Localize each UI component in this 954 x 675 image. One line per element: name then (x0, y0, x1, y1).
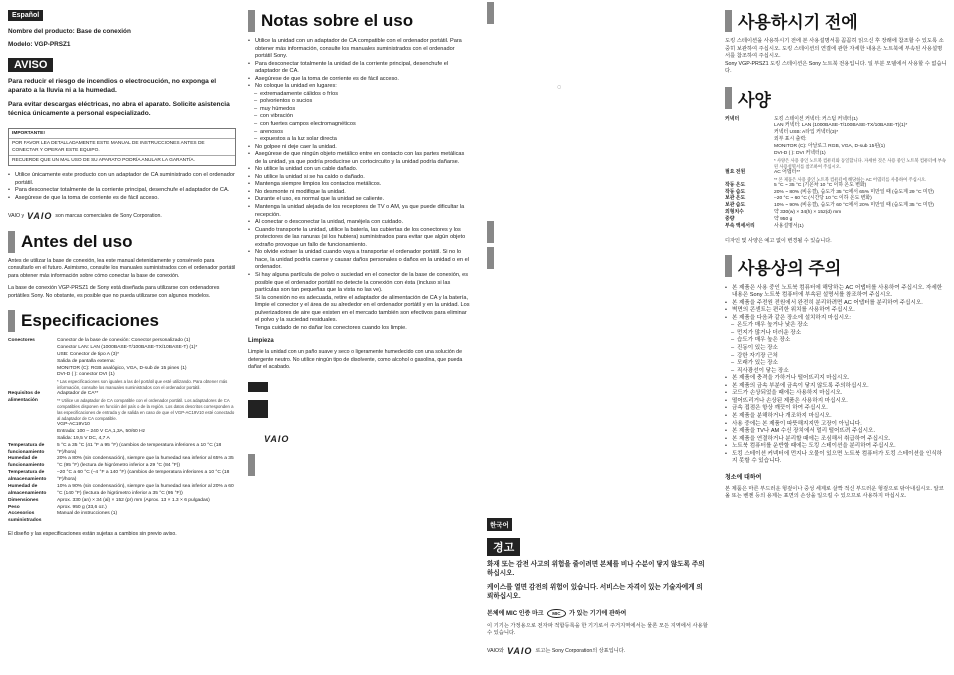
list-item: • Para desconectar totalmente la unidad de la corriente principal, desenchufe el adaptador de CA. (248, 61, 470, 76)
mic-heading (487, 608, 709, 618)
spec-key: 부속 액세서리 (725, 223, 755, 229)
spec-key: Temperatura de almacenamiento (8, 470, 47, 483)
heading-text: 사용하시기 전에 (738, 13, 858, 32)
black-block (248, 400, 268, 418)
list-item: • 본 제품의 금속 부분에 금속이 닿지 않도록 주의하십시오. (725, 383, 947, 391)
spec-value: –20 °C a 60 °C (–4 °F a 140 °F) (cambios de temperatura inferiores a 10 °C (18 °F)/hora) (57, 470, 230, 483)
warning-korean-2: 케이스를 열면 감전의 위험이 있습니다. 서비스는 자격이 있는 기술자에게 의뢰하십시오. (487, 583, 703, 600)
spec-value: 도킹 스테이션 커넥터: 커스텀 커넥터(1) LAN 커넥터: LAN (1000BASE-T/100BASE-TX/10BASE-T)(1)* 커넥터 USB: A타입 커넥터(3)* 외부 표시 출력: MONITOR (C): 아날로그 RGB, VGA, D-sub 15핀(1) DVI-D ( ): DVI 커넥터(1) * 사양은 사용 중인 노트북 컴퓨터와 동일합니다. 자세한 것은 사용 중인 노트북 컴퓨터에 부속된 사용설명서를 참조하여 주십시오. (774, 116, 946, 169)
spec-note: * 사양은 사용 중인 노트북 컴퓨터와 동일합니다. 자세한 것은 사용 중인 노트북 컴퓨터에 부속된 사용설명서를 참조하여 주십시오. (774, 157, 946, 169)
list-item: • Asegúrese de que la toma de corriente es de fácil acceso. (248, 76, 470, 84)
spec-value: VGP-AC19V10 Entrada: 100 – 240 V CA,1,3A, 50/60 Hz Salida: 19,5 V DC, 4,7 A (57, 422, 146, 441)
list-item: • Al conectar o desconectar la unidad, manéjela con cuidado. (248, 219, 470, 227)
spec-value: 10% ~ 90% (비응결), 습도가 60 °C에서 20% 미만일 때 (습도계 35 °C 미만) (774, 203, 934, 209)
list-item: – expuestos a la luz solar directa (248, 136, 470, 144)
spec-table-korean (725, 117, 947, 231)
spec-value: AC 어댑터** ** 본 제품은 사용 중인 노트북 컴퓨터에 해당하는 AC 어댑터를 사용하여 주십시오. (774, 170, 947, 183)
heading-notes-korean (725, 254, 947, 279)
spec-key: Temperatura de funcionamiento (8, 442, 45, 455)
language-tag-spanish: Español (8, 10, 43, 21)
before-use-paragraph: La base de conexión VGP-PRSZ1 de Sony está diseñada para utilizarse con ordenadores portátiles Sony. No obstante, es posible que no pueda utilizarse con algunos modelos. (8, 285, 220, 299)
warning-korean-1: 화재 또는 감전 사고의 위험을 줄이려면 본체를 비나 수분이 닿지 않도록 주의하십시오. (487, 561, 705, 577)
black-block (248, 382, 268, 392)
spec-key: Humedad de almacenamiento (8, 483, 47, 496)
list-item: • 본 제품을 분해하거나 개조하지 마십시오. (725, 413, 947, 421)
list-item: • Mantenga la unidad alejada de los receptores de TV o AM, ya que puede dificultar la recepción. (248, 204, 470, 219)
spec-note: * Las especificaciones son iguales a las del portátil que esté utilizando. Para obtener más información, consulte los manuales suministrados con el ordenador portátil. (57, 379, 228, 391)
product-name: Nombre del producto: Base de conexión (8, 28, 131, 35)
list-item: • Cuando transporte la unidad, utilice la batería, las cubiertas de los conectores y los protectores de las ranuras (si los hubiera) suministrados para evitar que algún objeto extraño provoque un fallo de funcionamiento. (248, 227, 470, 250)
list-item: • Asegúrese de que ningún objeto metálico entre en contacto con las partes metálicas de la unidad, ya que podría producirse un cortocircuito y la unidad podría dañarse. (248, 151, 470, 166)
heading-bar (487, 221, 494, 243)
warning-label-korean: 경고 (487, 538, 520, 556)
spec-note: ** 본 제품은 사용 중인 노트북 컴퓨터에 해당하는 AC 어댑터를 사용하여 주십시오. (774, 176, 927, 182)
trademark-prefix: VAIO y (8, 212, 25, 219)
column-korean-1 (487, 0, 709, 675)
heading-before-korean (725, 8, 947, 33)
list-item: • No utilice la unidad con un cable dañado. (248, 166, 470, 174)
spec-value: 사용설명서(1) (774, 223, 804, 229)
list-item: • No coloque la unidad en lugares: (248, 83, 470, 91)
list-item: • 본 제품을 주전원 전원에서 완전히 분리하려면 AC 어댑터를 분리하여 주십시오. (725, 300, 947, 308)
cleaning-text-korean: 본 제품은 마른 부드러운 헝겊이나 중성 세제로 살짝 적신 부드러운 헝겊으로 닦아내십시오. 알코올 또는 벤젠 등의 용제는 표면의 손상을 일으킬 수 있으므로 사용하지 마십시오. (725, 485, 944, 500)
heading-bar-empty (487, 2, 709, 24)
list-item: • Mantenga siempre limpios los contactos metálicos. (248, 181, 470, 189)
before-use-paragraph: Antes de utilizar la base de conexión, lea este manual detenidamente y consérvelo para consultarlo en el futuro. Asimismo, consulte los manuales suministrados con el ordenador portátil para obtener más información sobre cómo conectar la base de conexión. (8, 257, 236, 279)
important-title: IMPORTANTE! (12, 130, 45, 136)
list-item: • Si hay alguna partícula de polvo o suciedad en el conector de la base de conexión, es posible que el ordenador portátil no detecte la conexión con ésta (incluso si las partículas son tan pequeñas que la vista no las ve). Si la conexión no es adecuada, retire el adaptador de alimentación de CA y la batería, limpie el conector y el área de su alrededor en el ordenador portátil y en la unidad. Los pulverizadores de aire que existen en el mercado también son efectivos para eliminar el polvo y la suciedad residuales. Tenga cuidado de no dañar los conectores cuando los limpie. (248, 272, 470, 332)
heading-bar (725, 10, 732, 32)
column-spanish-1 (8, 0, 236, 675)
list-item: – arenosos (248, 129, 470, 137)
list-item: • Para desconectar totalmente de la corriente principal, desenchufe el adaptador de CA. (8, 187, 236, 195)
trademark-suffix: 로고는 Sony Corporation의 상표입니다. (535, 648, 626, 655)
footer-note-korean: 디자인 및 사양은 예고 없이 변경될 수 있습니다. (725, 237, 832, 244)
vaio-logo: VAIO (507, 645, 533, 656)
list-item: • No golpee ni deje caer la unidad. (248, 144, 470, 152)
model-number: Modelo: VGP-PRSZ1 (8, 41, 71, 48)
spec-value: 5 °C a 35 °C (41 °F a 95 °F) (cambios de temperatura inferiores a 10 °C (18 °F)/hora) (57, 442, 222, 455)
column-korean-2 (725, 0, 947, 675)
spec-key: 필요 전원 (725, 169, 746, 175)
list-item: • 사용 중에는 본 제품이 따뜻해지지만 고장이 아닙니다. (725, 421, 947, 429)
spec-key: 작동 습도 (725, 189, 746, 195)
list-item: • No olvide extraer la unidad cuando vaya a transportar el ordenador portátil. Si no lo hace, la unidad podría caerse y causar daños personales o daños en la unidad o en el ordenador. (248, 249, 470, 272)
heading-text: Antes del uso (21, 231, 133, 251)
heading-bar (248, 454, 255, 476)
before-text-korean: 도킹 스테이션을 사용하시기 전에 본 사용설명서를 꼼꼼히 읽으신 후 장래에 참조할 수 있도록 소중히 보관하여 주십시오. 도킹 스테이션의 연결에 관한 자세한 내용은 노트북에 부속된 사용설명서를 참조하여 주십시오. Sony VGP-PRSZ1 도킹 스테이션은 Sony 노트북 전용입니다. 일 부분 모델에서 사용할 수 없습니다. (725, 38, 947, 75)
power-bullets (8, 172, 236, 202)
heading-bar (487, 2, 494, 24)
list-item: • Durante el uso, es normal que la unidad se caliente. (248, 196, 470, 204)
list-item: – polvorientos o sucios (248, 98, 470, 106)
notes-list-korean (725, 285, 947, 466)
heading-bar (248, 10, 255, 32)
list-item: • 노트북 컴퓨터를 운반할 때에는 도킹 스테이션을 분리하여 주십시오. (725, 443, 947, 451)
warning-fire: Para reducir el riesgo de incendios o electrocución, no exponga el aparato a la lluvia ni a la humedad. (8, 78, 217, 94)
list-item: • 도킹 스테이션 커넥터에 먼지나 오물이 있으면 노트북 컴퓨터가 도킹 스테이션을 인식하지 못할 수 있습니다. (725, 451, 947, 466)
list-item: • 본 제품은 사용 중인 노트북 컴퓨터에 해당하는 AC 어댑터를 사용하여 주십시오. 자세한 내용은 Sony 노트북 컴퓨터에 부속된 설명서를 참조하여 주십시오. (725, 285, 947, 300)
trademark-prefix: VAIO와 (487, 648, 505, 655)
heading-bar-empty (487, 221, 709, 243)
heading-text: 사용상의 주의 (738, 258, 842, 278)
list-item: • 본 제품을 연결하거나 분리할 때에는 조심해서 취급하여 주십시오. (725, 436, 947, 444)
list-item: • 금속 접점은 항상 깨끗이 하여 주십시오. (725, 405, 947, 413)
cleaning-heading-korean: 청소에 대하여 (725, 474, 762, 481)
heading-bar (8, 310, 15, 332)
mic-icon: ◌ (557, 84, 562, 91)
heading-text: Especificaciones (21, 311, 159, 331)
list-item: • 벽면의 콘센트는 편리한 위치를 사용하여 주십시오. (725, 307, 947, 315)
aviso-label: AVISO (8, 58, 53, 72)
spec-value: 약 950 g (774, 216, 793, 222)
spec-key: Accesorios suministrados (8, 511, 42, 524)
list-item: • No utilice la unidad si se ha caído o dañado. (248, 174, 470, 182)
spec-note: ** Utilice un adaptador de CA compatible con el ordenador portátil. Los adaptadores de CA compatibles disponen en función del país o de la región. Los datos descritos corresponden a las especificaciones de entrada y de salida en caso de que el VGP-AC19V10 esté conectado al adaptador de CA compatible. (57, 398, 235, 422)
list-item: • Utilice la unidad con un adaptador de CA compatible con el ordenador portátil. Para obtener más información, consulte los manuales suministrados con el ordenador portátil Sony. (248, 38, 470, 61)
list-item: • Asegúrese de que la toma de corriente es de fácil acceso. (8, 195, 236, 203)
spec-key: Humedad de funcionamiento (8, 456, 45, 469)
trademark-suffix: son marcas comerciales de Sony Corporation. (55, 212, 162, 219)
mic-text: 이 기기는 가정용으로 전자파 적합등록을 한 기기로서 주거지역에서는 물론 모든 지역에서 사용할 수 있습니다. (487, 622, 708, 637)
list-item: – 먼지가 많거나 더러운 장소 (725, 330, 947, 338)
spec-key (8, 422, 54, 443)
list-item: – 모래가 있는 장소 (725, 360, 947, 368)
heading-bar (8, 231, 15, 253)
column-spanish-2 (248, 0, 470, 675)
spec-value: 약 330(w) × 34(h) × 152(d) mm (774, 210, 842, 216)
spec-key: Peso (8, 504, 20, 510)
language-tag-korean: 한국어 (487, 518, 512, 531)
heading-bar-empty (248, 454, 470, 476)
spec-value: Aprox. 330 (an) × 34 (al) × 152 (pr) mm (Aprox. 13 × 1.3 × 6 pulgadas) (57, 497, 210, 503)
important-box (8, 128, 236, 167)
warning-shock: Para evitar descargas eléctricas, no abra el aparato. Solicite asistencia técnica únicamente a personal especializado. (8, 100, 230, 117)
spec-value: 10% a 90% (sin condensación), siempre que la humedad sea inferior al 20% a 60 °C (140 °F) (lectura de higrómetro inferior a 35 °C (95 °F)) (57, 483, 234, 496)
spec-key: Requisitos de alimentación (8, 391, 41, 404)
heading-specs (8, 310, 236, 332)
spec-value: 20% a 80% (sin condensación), siempre que la humedad sea inferior al 65% a 35 °C (95 °F) (lectura de higrómetro inferior a 29 °C (84 °F)) (57, 456, 234, 469)
cleaning-heading: Limpieza (248, 338, 274, 345)
list-item: – muy húmedos (248, 106, 470, 114)
heading-text: 사양 (738, 90, 771, 110)
list-item: • 본 제품에 충격을 가하거나 떨어뜨리지 마십시오. (725, 375, 947, 383)
spec-value: Conector de la base de conexión: Conector personalizado (1) Conector LAN: LAN (1000BASE-T/100BASE-TX/10BASE-T) (1)* USB: Conector de tipo A (3)* Salida de pantalla externa: MONITOR (C): RGB analógico, VGA, D-sub de 15 pines (1) DVI-D ( ): conector DVI (1) * Las especificaciones son iguales a las del portátil que esté utilizando. Para obtener más información, consulte los manuales suministrados con el ordenador portátil. (57, 338, 236, 391)
list-item: • 본 제품을 TV나 AM 수신 장치에서 멀리 떨어뜨려 주십시오. (725, 428, 947, 436)
footer-note: El diseño y las especificaciones están sujetas a cambios sin previo aviso. (8, 531, 177, 538)
important-line: POR FAVOR LEA DETALLADAMENTE ESTE MANUAL DE INSTRUCCIONES ANTES DE CONECTAR Y OPERAR ESTE EQUIPO. (9, 138, 235, 155)
mic-prefix: 본체에 MIC 인증 마크 (487, 610, 544, 617)
cleaning-text: Limpie la unidad con un paño suave y seco o ligeramente humedecido con una solución de detergente neutro. No utilice ningún tipo de disolvente, como alcohol o gasolina, que pueda dañar el acabado. (248, 349, 463, 371)
spec-key: 커넥터 (725, 116, 740, 122)
spec-key: 작동 온도 (725, 182, 746, 188)
important-line: RECUERDE QUE UN MAL USO DE SU APARATO PODRÍA ANULAR LA GARANTÍA. (9, 155, 235, 165)
heading-spec-korean (725, 86, 947, 111)
trademark-line-korean (487, 646, 709, 656)
heading-bar (487, 247, 494, 269)
heading-bar (725, 255, 732, 277)
list-item: – con vibración (248, 113, 470, 121)
spec-key: 중량 (725, 216, 735, 222)
spec-value: –20 °C ~ 60 °C (시간당 10 °C 이하 온도 변화) (774, 196, 872, 202)
vaio-logo: VAIO (264, 433, 290, 444)
spec-value: Adaptador de CA** ** Utilice un adaptador de CA compatible con el ordenador portátil. Los adaptadores de CA compatibles disponen en función del país o de la región. Los datos descritos corresponden a las especificaciones de entrada y de salida en caso de que el VGP-AC19V10 esté conectado al adaptador de CA compatible. (57, 391, 235, 422)
mic-suffix: 가 있는 기기에 관하여 (569, 610, 627, 617)
spec-value: 20% ~ 80% (비응결), 습도가 35 °C에서 65% 미만일 때 (습도계 29 °C 미만) (774, 189, 934, 195)
vaio-logo: VAIO (27, 210, 53, 221)
list-item: • Utilice únicamente este producto con un adaptador de CA suministrado con el ordenador portátil. (8, 172, 236, 187)
list-item: – con fuertes campos electromagnéticos (248, 121, 470, 129)
trademark-line (8, 211, 236, 221)
spec-key: Dimensiones (8, 497, 39, 503)
mic-badge: MIC (547, 609, 565, 618)
list-item: – extremadamente cálidos o fríos (248, 91, 470, 99)
spec-key: 외형치수 (725, 210, 744, 216)
notes-list (248, 38, 470, 332)
heading-notes (248, 10, 470, 32)
spec-key: 보관 온도 (725, 196, 746, 202)
spec-key: 보관 습도 (725, 203, 746, 209)
list-item: – 습도가 매우 높은 장소 (725, 337, 947, 345)
heading-bar-empty (487, 247, 709, 269)
spec-value: 5 °C ~ 35 °C (기온차 10 °C 이하 온도 변화) (774, 182, 867, 188)
list-item: – 진동이 있는 장소 (725, 345, 947, 353)
list-item: • No desmonte ni modifique la unidad. (248, 189, 470, 197)
spec-value: Manual de instrucciones (1) (57, 511, 118, 517)
heading-text: Notas sobre el uso (261, 11, 414, 30)
list-item: – 온도가 매우 높거나 낮은 장소 (725, 322, 947, 330)
spec-value: Aprox. 950 g (33,6 oz.) (57, 504, 107, 510)
spec-table (8, 338, 236, 525)
list-item: – 직사광선이 닿는 장소 (725, 368, 947, 376)
list-item: • 본 제품을 다음과 같은 장소에 설치하지 마십시오: (725, 315, 947, 323)
spec-key: Conectores (8, 338, 35, 344)
list-item: • 떨어뜨리거나 손상된 제품은 사용하지 마십시오. (725, 398, 947, 406)
list-item: – 강한 자기장 근처 (725, 353, 947, 361)
heading-before-use (8, 231, 236, 253)
heading-bar (725, 87, 732, 109)
list-item: • 코드가 손상되었을 때에는 사용하지 마십시오. (725, 390, 947, 398)
